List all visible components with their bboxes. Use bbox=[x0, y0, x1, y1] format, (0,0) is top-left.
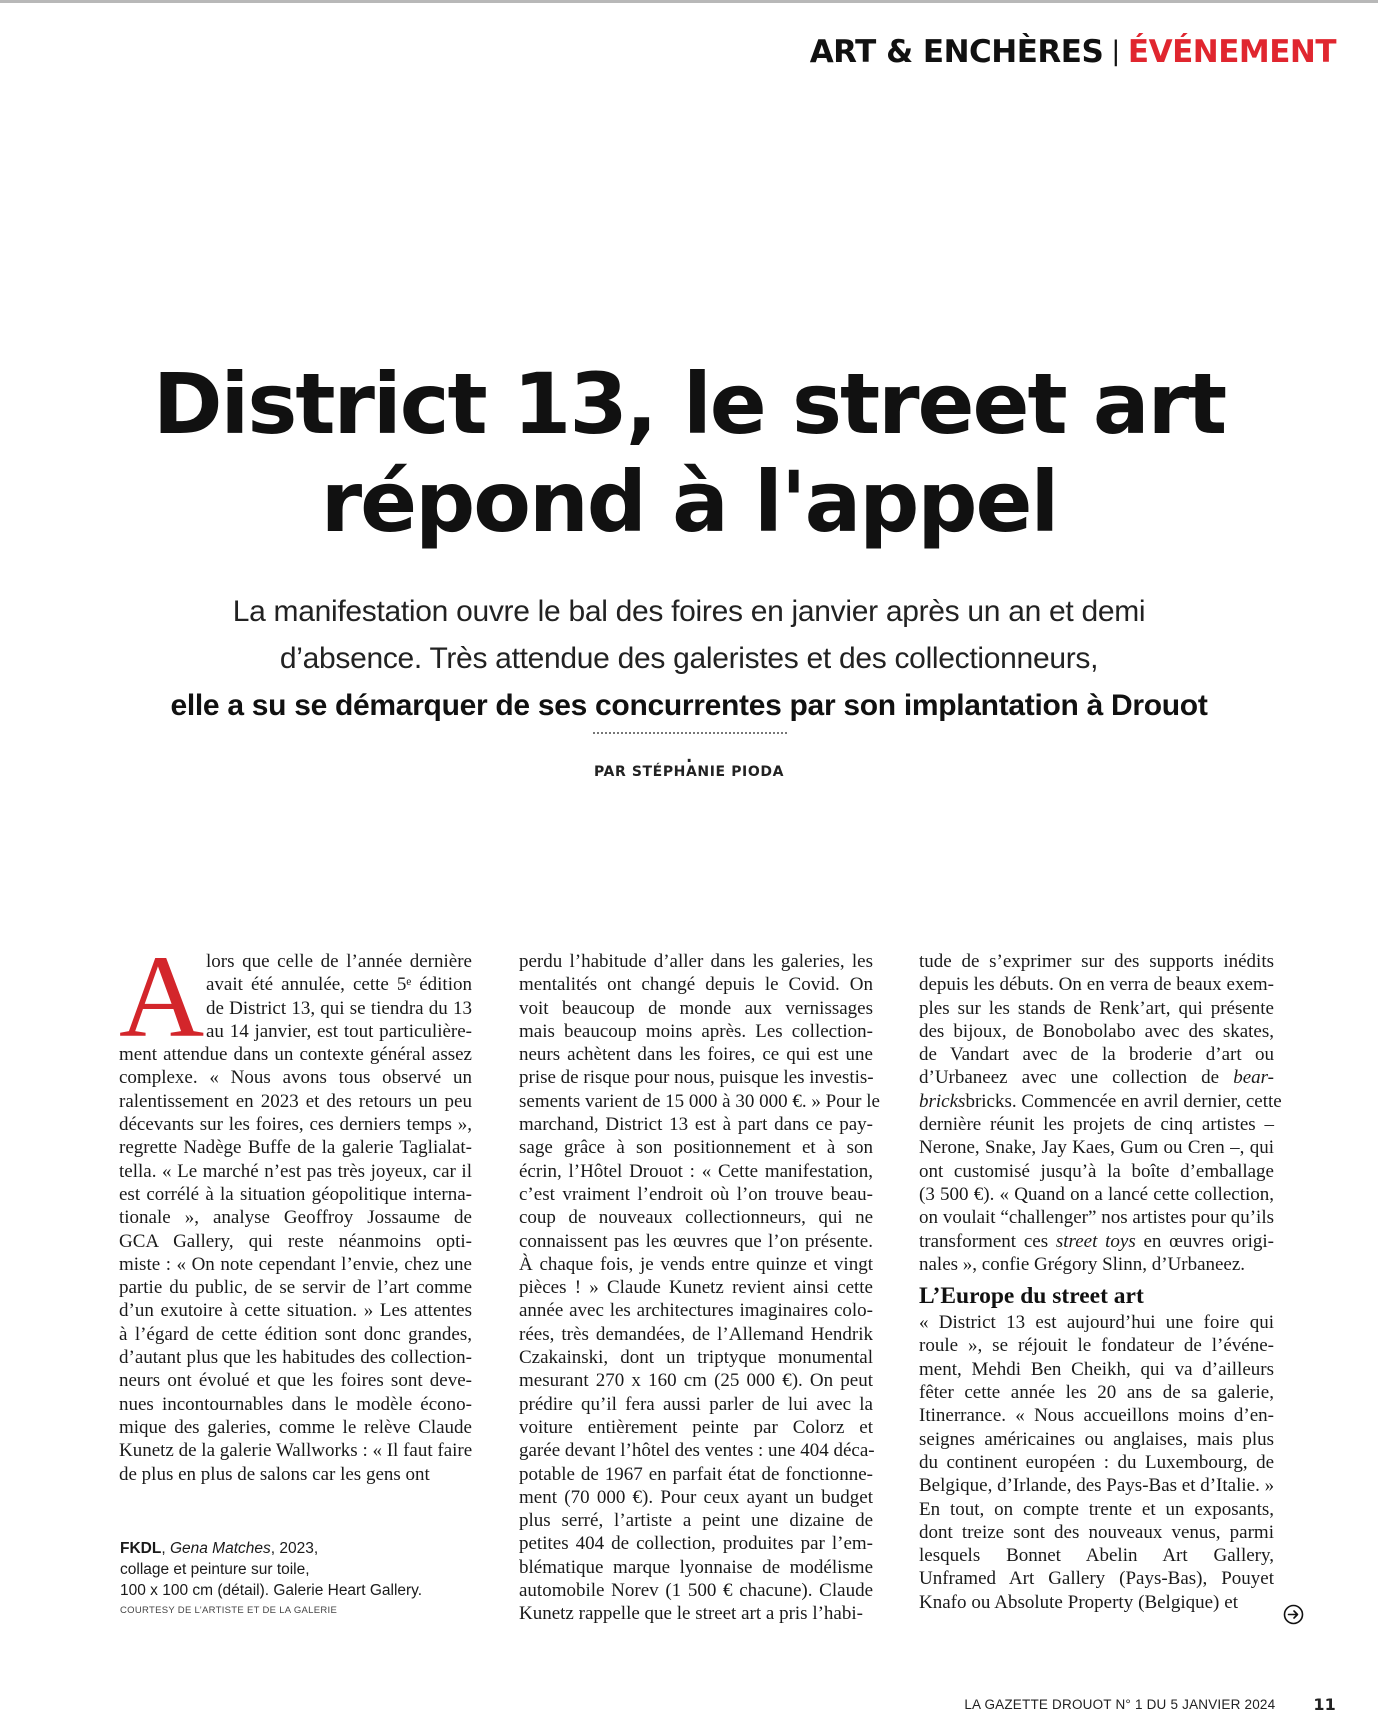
text-line: on voulait “challenger” nos artistes pour qu’ils bbox=[919, 1207, 1274, 1229]
italic-term: bricks bbox=[919, 1090, 966, 1112]
text-line: prédire qu’il fera aussi parler de lui avec la bbox=[519, 1393, 873, 1415]
text-line bbox=[919, 1090, 1282, 1113]
text-line: depuis les débuts. On en verra de beaux exem- bbox=[919, 974, 1274, 996]
caption-credit: COURTESY DE L’ARTISTE ET DE LA GALERIE bbox=[120, 1605, 338, 1616]
text-line: sage grâce à son positionnement et à son bbox=[519, 1137, 873, 1159]
text-line: c’est vraiment l’endroit où l’on trouve beau- bbox=[519, 1183, 873, 1205]
text-line: seignes américaines ou anglaises, mais plus bbox=[919, 1428, 1274, 1450]
title-line-2: répond à l'appel bbox=[320, 453, 1058, 551]
text-line: garée devant l’hôtel des ventes : une 404 déca- bbox=[519, 1440, 875, 1462]
rubric-name: ÉVÉNEMENT bbox=[1127, 34, 1336, 70]
text-line: avait été annulée, cette 5ᵉ édition bbox=[206, 974, 472, 996]
section-separator: | bbox=[1111, 36, 1120, 67]
dotted-divider bbox=[593, 732, 787, 734]
text-line: Kunetz de la galerie Wallworks : « Il faut faire bbox=[119, 1440, 473, 1462]
page-footer bbox=[964, 1694, 1336, 1713]
text-line: lesquels Bonnet Abelin Art Gallery, bbox=[919, 1545, 1274, 1567]
text-line: au 14 janvier, est tout particulière- bbox=[206, 1020, 472, 1042]
text-line: nales », confie Grégory Slinn, d’Urbaneez. bbox=[919, 1253, 1246, 1275]
text-line: miste : « On note cependant l’envie, chez une bbox=[119, 1253, 472, 1275]
image-caption bbox=[120, 1538, 460, 1619]
text-segment: transforment ces bbox=[919, 1230, 1056, 1252]
title-line-1: District 13, le street art bbox=[152, 355, 1226, 453]
text-line: décevants sur les foires, ces derniers temps », bbox=[119, 1114, 472, 1136]
text-line: neurs achètent dans les foires, ce qui est une bbox=[519, 1044, 873, 1066]
text-line: automobile Norev (1 500 € chacune). Claude bbox=[519, 1580, 873, 1602]
text-line: Itinerrance. « Nous accueillons moins d’en- bbox=[919, 1405, 1274, 1427]
lead-line-3 bbox=[0, 682, 1378, 776]
text-line: ralentissement en 2023 et des retours un peu bbox=[119, 1090, 472, 1112]
text-line: d’autant plus que les habitudes des collection- bbox=[119, 1347, 472, 1369]
text-line: Nerone, Snake, Jay Kaes, Gum ou Cren –, qui bbox=[919, 1137, 1274, 1159]
article-title bbox=[0, 355, 1378, 551]
text-line: complexe. « Nous avons tous observé un bbox=[119, 1067, 472, 1089]
drop-cap: A bbox=[119, 931, 205, 1062]
text-line: En tout, on compte trente et un exposants, bbox=[919, 1498, 1274, 1520]
text-line: dont treize sont des nouveaux venus, parmi bbox=[919, 1521, 1274, 1543]
text-segment: en œuvres origi- bbox=[1135, 1230, 1274, 1252]
lead-line-2: d’absence. Très attendue des galeristes et des collectionneurs, bbox=[279, 642, 1099, 675]
text-line: Kunetz rappelle que le street art a pris l’habi- bbox=[519, 1603, 863, 1625]
article-column-1 bbox=[119, 950, 472, 1486]
text-segment: bricks. Commencée en avril dernier, cette bbox=[965, 1090, 1282, 1112]
text-line: lors que celle de l’année dernière bbox=[206, 951, 472, 972]
text-line: voit beaucoup de monde aux vernissages bbox=[519, 997, 873, 1019]
text-line: petites 404 de collection, produites par l’em- bbox=[519, 1533, 873, 1555]
article-column-3 bbox=[919, 950, 1282, 1614]
text-line: « District 13 est aujourd’hui une foire qui bbox=[919, 1312, 1274, 1334]
caption-artist: FKDL bbox=[120, 1540, 162, 1557]
text-line: année avec les architectures imaginaires colo- bbox=[519, 1300, 873, 1322]
article-subhead: L’Europe du street art bbox=[919, 1283, 1144, 1310]
text-line: roule », se réjouit le fondateur de l’événe- bbox=[919, 1335, 1274, 1357]
lead-line-1: La manifestation ouvre le bal des foires en janvier après un an et demi bbox=[232, 595, 1146, 628]
text-line: de plus en plus de salons car les gens ont bbox=[119, 1463, 430, 1485]
text-line: nues incontournables dans le modèle écono- bbox=[119, 1393, 472, 1415]
text-line: GCA Gallery, qui reste néanmoins opti- bbox=[119, 1230, 472, 1252]
italic-term: street toys bbox=[1055, 1230, 1136, 1252]
caption-line-3: 100 x 100 cm (détail). Galerie Heart Gallery. bbox=[120, 1582, 423, 1599]
caption-line-2: collage et peinture sur toile, bbox=[120, 1561, 310, 1578]
text-line: neurs ont évolué et que les foires sont deve- bbox=[119, 1370, 472, 1392]
text-line: mique des galeries, comme le relève Claude bbox=[119, 1416, 472, 1438]
text-line: (3 500 €). « Quand on a lancé cette collection, bbox=[919, 1183, 1274, 1205]
text-line: mentalités ont changé depuis le Covid. On bbox=[519, 974, 873, 996]
text-line: plus serré, l’artiste a peint une dizaine de bbox=[519, 1510, 873, 1532]
top-rule bbox=[0, 0, 1378, 3]
text-line: À chaque fois, je vends entre quinze et vingt bbox=[519, 1253, 873, 1275]
text-line: dernière réunit les projets de cinq artistes – bbox=[919, 1114, 1274, 1136]
publication-info: LA GAZETTE DROUOT N° 1 DU 5 JANVIER 2024 bbox=[964, 1697, 1276, 1712]
text-line: partie du public, de se servir de l’art comme bbox=[119, 1277, 472, 1299]
text-line: des bijoux, de Bonobolabo avec des skates, bbox=[919, 1020, 1274, 1042]
arrow-right-circle-icon[interactable] bbox=[1283, 1604, 1304, 1625]
lead-emphasis: elle a su se démarquer de ses concurrentes par son implantation à Drouot bbox=[170, 689, 1208, 722]
byline: PAR STÉPHANIE PIODA bbox=[593, 764, 785, 780]
text-line: ples sur les stands de Renk’art, qui présente bbox=[919, 997, 1274, 1019]
text-line: fêter cette année les 20 ans de sa galerie, bbox=[919, 1382, 1274, 1404]
text-line: prise de risque pour nous, puisque les investis- bbox=[519, 1067, 874, 1089]
text-line: ment attendue dans un contexte général assez bbox=[119, 1044, 472, 1066]
text-line: d’un exutoire à cette situation. » Les attentes bbox=[119, 1300, 472, 1322]
text-line: connaissent pas les œuvres que l’on présente. bbox=[519, 1230, 873, 1252]
text-line: sements varient de 15 000 à 30 000 €. » Pour le bbox=[519, 1090, 880, 1112]
text-line: perdu l’habitude d’aller dans les galeries, les bbox=[519, 951, 873, 972]
article-column-2 bbox=[519, 950, 880, 1626]
caption-year: , 2023, bbox=[270, 1540, 319, 1557]
text-line: ment, Mehdi Ben Cheikh, qui va d’ailleurs bbox=[919, 1358, 1274, 1380]
text-line: du continent européen : du Luxembourg, de bbox=[919, 1451, 1274, 1473]
text-line: Knafo ou Absolute Property (Belgique) et bbox=[919, 1591, 1238, 1613]
article-lead bbox=[0, 588, 1378, 776]
section-header bbox=[810, 34, 1336, 70]
text-line: voiture entièrement peinte par Colorz et bbox=[519, 1416, 873, 1438]
text-line: ment (70 000 €). Pour ceux ayant un budget bbox=[519, 1486, 873, 1508]
text-line: à l’égard de cette édition sont donc grandes, bbox=[119, 1323, 472, 1345]
text-line: mais beaucoup moins après. Les collection- bbox=[519, 1020, 873, 1042]
text-line bbox=[919, 1066, 1274, 1089]
text-line: de District 13, qui se tiendra du 13 bbox=[206, 997, 472, 1019]
text-line: Czakainski, dont un triptyque monumental bbox=[519, 1347, 873, 1369]
caption-work-title: Gena Matches bbox=[169, 1540, 271, 1557]
text-line: tude de s’exprimer sur des supports inédits bbox=[919, 951, 1274, 972]
text-line: est corrélé à la situation géopolitique interna- bbox=[119, 1183, 472, 1205]
text-line: mesurant 270 x 160 cm (25 000 €). On peut bbox=[519, 1370, 873, 1392]
text-line: potable de 1967 en parfait état de fonctionne- bbox=[519, 1463, 873, 1485]
text-line: de Vandart avec de la broderie d’art ou bbox=[919, 1044, 1274, 1066]
text-line: tionale », analyse Geoffroy Jossaume de bbox=[119, 1207, 472, 1229]
caption-separator: , bbox=[161, 1540, 170, 1557]
text-line: Unframed Art Gallery (Pays-Bas), Pouyet bbox=[919, 1568, 1274, 1590]
text-line: blématique marque lyonnaise de modélisme bbox=[519, 1556, 873, 1578]
section-name: ART & ENCHÈRES bbox=[809, 34, 1104, 70]
text-line: coup de nouveaux collectionneurs, qui ne bbox=[519, 1207, 873, 1229]
lead-period: . bbox=[684, 736, 694, 769]
page-number: 11 bbox=[1313, 1695, 1336, 1714]
text-line bbox=[919, 1230, 1274, 1253]
italic-term: bear- bbox=[1233, 1067, 1274, 1089]
text-line: rées, très demandées, de l’Allemand Hendrik bbox=[519, 1323, 873, 1345]
text-line: tella. « Le marché n’est pas très joyeux, car il bbox=[119, 1160, 472, 1182]
text-line: écrin, l’Hôtel Drouot : « Cette manifestation, bbox=[519, 1160, 873, 1182]
text-line: pièces ! » Claude Kunetz revient ainsi cette bbox=[519, 1277, 873, 1299]
text-line: Belgique, d’Irlande, des Pays-Bas et d’Italie. » bbox=[919, 1475, 1275, 1497]
caption-line-1 bbox=[120, 1538, 460, 1559]
text-segment: d’Urbaneez avec une collection de bbox=[919, 1067, 1234, 1089]
text-line: ont customisé jusqu’à la boîte d’emballage bbox=[919, 1160, 1274, 1182]
text-line: marchand, District 13 est à part dans ce pay- bbox=[519, 1114, 873, 1136]
text-line: regrette Nadège Buffe de la galerie Taglialat- bbox=[119, 1137, 472, 1159]
